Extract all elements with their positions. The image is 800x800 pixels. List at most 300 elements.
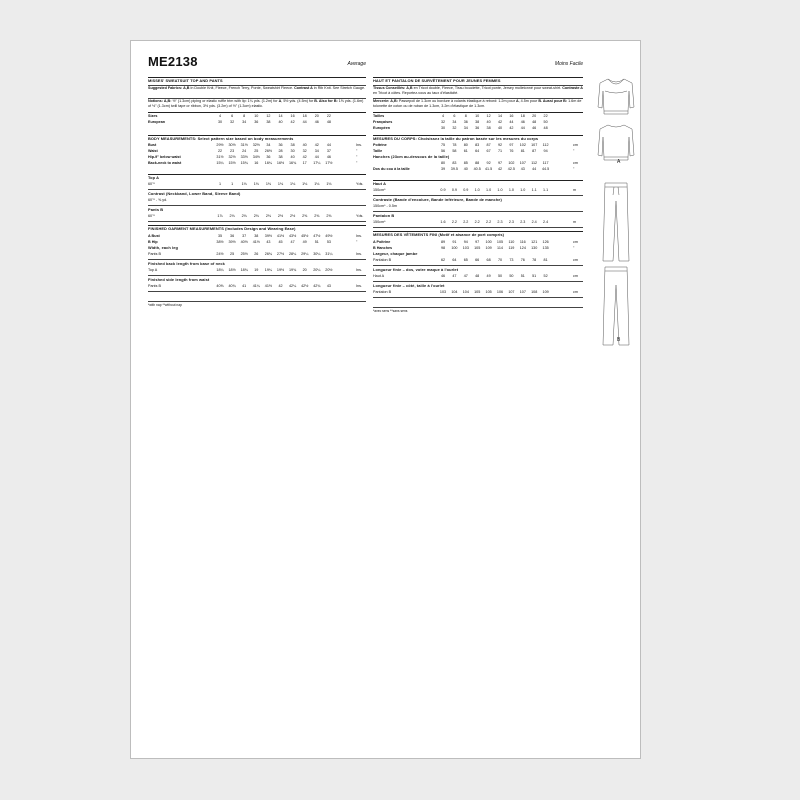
block-title: Contraste (Bande d'encolure, Bande inférieure, Bande de manche) bbox=[373, 197, 502, 202]
row-value: 61 bbox=[463, 149, 468, 153]
row-value: 26¾ bbox=[264, 252, 272, 256]
block-rule bbox=[373, 211, 583, 212]
row-value: 109 bbox=[542, 290, 549, 294]
row-value: 65 bbox=[463, 258, 468, 262]
row-value: 107 bbox=[519, 161, 526, 165]
row-value: 110 bbox=[508, 240, 515, 244]
row-value: 32½ bbox=[228, 155, 236, 159]
row-value: 117 bbox=[542, 161, 549, 165]
row-value: 92 bbox=[486, 161, 491, 165]
row-value: 8 bbox=[243, 114, 246, 118]
row-value: 1.1 bbox=[543, 188, 549, 192]
row-value: 2⅛ bbox=[265, 214, 271, 218]
row-value: 42 bbox=[302, 155, 307, 159]
row-unit: Ins. bbox=[356, 268, 362, 272]
row-value: 44 bbox=[532, 167, 537, 171]
row-value: 36 bbox=[254, 120, 259, 124]
row-value: 2.2 bbox=[474, 220, 480, 224]
block-title: Haut A bbox=[373, 181, 386, 186]
row-value: 34½ bbox=[252, 155, 260, 159]
row-value: 42 bbox=[497, 120, 503, 124]
row-value: 126 bbox=[542, 240, 549, 244]
row-unit: m bbox=[573, 220, 577, 224]
row-value: 124 bbox=[519, 246, 526, 250]
row-value: 29¼ bbox=[301, 252, 309, 256]
row-value: 104 bbox=[462, 290, 469, 294]
row-value: 48 bbox=[475, 274, 480, 278]
row-value: 105 bbox=[474, 290, 481, 294]
row-value: 16 bbox=[509, 114, 514, 118]
row-value: 43 bbox=[326, 284, 331, 288]
row-value: 38 bbox=[290, 143, 295, 147]
row-value: 30 bbox=[290, 149, 295, 153]
block-rule bbox=[148, 205, 366, 206]
block-rule bbox=[148, 275, 366, 276]
row-value: 25 bbox=[254, 149, 259, 153]
row-value: 107 bbox=[519, 290, 526, 294]
row-label: Top A bbox=[148, 268, 158, 272]
block-title: Longueur finie – côté, taille à l'ourlet bbox=[373, 283, 445, 288]
row-value: 31½ bbox=[240, 143, 248, 147]
notions-paragraph-text: Passepoil de 1.3cm ou bordure à volants élastique à rebord: 1.2m pour bbox=[397, 99, 516, 103]
row-value: 44 bbox=[302, 120, 307, 124]
row-value: 92 bbox=[497, 143, 503, 147]
difficulty-level: Moins Facile bbox=[554, 61, 583, 67]
row-value: 1⅛ bbox=[326, 182, 332, 186]
row-value: 103 bbox=[439, 290, 447, 294]
row-value: 38 bbox=[486, 126, 491, 130]
row-value: 103 bbox=[462, 246, 469, 250]
row-unit: Ins. bbox=[356, 252, 362, 256]
footer-rule bbox=[373, 307, 583, 308]
row-value: 38½ bbox=[216, 240, 224, 244]
row-value: 28 bbox=[278, 149, 283, 153]
row-unit: " bbox=[573, 149, 575, 153]
row-value: 67 bbox=[486, 149, 491, 153]
row-value: 42½ bbox=[301, 284, 309, 288]
row-value: 102 bbox=[508, 161, 515, 165]
row-value: 41.5 bbox=[485, 167, 493, 171]
row-unit: Yds. bbox=[356, 182, 364, 186]
row-label: Pantalon B bbox=[373, 290, 392, 294]
row-value: 47 bbox=[452, 274, 457, 278]
fabrics-paragraph-text: en Tricot à côtes. Reportez-vous au taux d'élasticité. bbox=[373, 90, 459, 95]
block-title: Top A bbox=[148, 175, 160, 180]
row-value: 17 bbox=[302, 161, 307, 165]
row-value: 49 bbox=[302, 240, 307, 244]
row-value: 25 bbox=[230, 252, 235, 256]
row-unit: cm bbox=[573, 240, 578, 244]
fabrics-paragraph-bold: Tissus Conseillés: A,B bbox=[373, 86, 413, 90]
row-value: 38 bbox=[475, 120, 480, 124]
row-value: 40 bbox=[302, 143, 307, 147]
row-value: 36 bbox=[266, 155, 271, 159]
row-value: 34 bbox=[266, 143, 271, 147]
row-value: 75 bbox=[440, 143, 446, 147]
finished-measurement-row bbox=[148, 283, 366, 289]
row-unit: cm bbox=[573, 258, 578, 262]
fabrics-paragraph-text: in Rib Knit. See Stretch Gauge. bbox=[312, 86, 366, 90]
row-value: 31½ bbox=[216, 155, 224, 159]
row-value: 47 bbox=[290, 240, 295, 244]
yardage-row bbox=[148, 213, 366, 219]
body-measurements-title: MESURES DU CORPS: Choisissez la taille du patron basée sur les mesures du corps bbox=[373, 136, 539, 141]
row-value: 35 bbox=[217, 234, 223, 238]
row-value: 76 bbox=[520, 258, 525, 262]
row-value: 50 bbox=[543, 120, 548, 124]
row-value: 27½ bbox=[276, 252, 285, 256]
row-value: 80 bbox=[440, 161, 446, 165]
row-value: 2.3 bbox=[508, 220, 514, 224]
row-value: 1 bbox=[231, 182, 234, 186]
row-value: 2⅝ bbox=[326, 214, 332, 218]
row-value: 2.3 bbox=[520, 220, 526, 224]
row-value: 15½ bbox=[228, 161, 236, 165]
row-value: 88 bbox=[475, 161, 480, 165]
row-label: Waist bbox=[148, 149, 158, 153]
row-value: 45 bbox=[278, 240, 283, 244]
row-value: 42 bbox=[497, 167, 503, 171]
row-value: 34 bbox=[452, 120, 457, 124]
row-value: 83 bbox=[452, 161, 457, 165]
row-unit: m bbox=[573, 188, 577, 192]
row-value: 41½ bbox=[264, 284, 272, 288]
yardage-row bbox=[373, 219, 583, 225]
body-measurements-title: BODY MEASUREMENTS: Select pattern size based on body measurements bbox=[148, 136, 294, 141]
row-value: 40.5 bbox=[473, 167, 481, 171]
row-value: 48 bbox=[326, 120, 331, 124]
row-value: 1.0 bbox=[474, 188, 480, 192]
row-value: 62 bbox=[440, 258, 446, 262]
row-value: 64 bbox=[475, 149, 480, 153]
row-value: 105 bbox=[485, 290, 492, 294]
notions-paragraph-text: ½" (1.3cm) piping or elastic ruffle trim with lip: 1¼ yds. (1.2m) for bbox=[171, 99, 279, 103]
row-value: 4 bbox=[218, 114, 222, 118]
row-value: 83 bbox=[475, 143, 480, 147]
row-value: 1.6 bbox=[440, 220, 446, 224]
row-value: 6 bbox=[231, 114, 234, 118]
row-value: 51 bbox=[314, 240, 319, 244]
block-rule bbox=[373, 281, 583, 282]
row-unit: Ins. bbox=[356, 234, 362, 238]
row-value: 40 bbox=[290, 155, 295, 159]
row-value: 40 bbox=[497, 126, 503, 130]
row-value: 85 bbox=[463, 161, 468, 165]
row-value: 44 bbox=[509, 120, 514, 124]
row-label: Tailles bbox=[373, 114, 385, 118]
row-value: 39½ bbox=[228, 240, 236, 244]
row-value: 106 bbox=[496, 290, 504, 294]
row-value: 20½ bbox=[325, 268, 333, 272]
row-value: 108 bbox=[531, 290, 538, 294]
row-label: European bbox=[148, 120, 166, 124]
row-value: 26 bbox=[254, 252, 259, 256]
row-value: 104 bbox=[451, 290, 458, 294]
row-value: 41¼ bbox=[252, 284, 260, 288]
fabrics-paragraph-bold: Suggested Fabrics: A,B bbox=[148, 86, 190, 90]
footnote: *with nap **without nap bbox=[148, 303, 182, 307]
yardage-row bbox=[148, 181, 366, 187]
block-title: Pants B bbox=[148, 207, 164, 212]
notions-paragraph-bold: B. Also for B: bbox=[314, 99, 338, 103]
row-unit: Yds. bbox=[356, 214, 364, 218]
row-value: 23 bbox=[230, 149, 235, 153]
row-value: 78 bbox=[452, 143, 457, 147]
row-value: 18 bbox=[520, 114, 525, 118]
row-value: 2⅝ bbox=[314, 214, 320, 218]
row-label: Européen bbox=[373, 126, 391, 130]
row-value: 100 bbox=[485, 240, 492, 244]
row-value: 32½ bbox=[252, 143, 260, 147]
finished-measurement-row bbox=[373, 273, 583, 279]
row-value: 8 bbox=[464, 114, 467, 118]
row-value: 50 bbox=[509, 274, 514, 278]
row-value: 0.9 bbox=[463, 188, 469, 192]
row-value: 20 bbox=[314, 114, 319, 118]
row-value: 36 bbox=[278, 143, 283, 147]
row-label: Françaises bbox=[373, 120, 393, 124]
row-value: 2⅝ bbox=[302, 214, 308, 218]
row-value: 2.4 bbox=[531, 220, 537, 224]
row-value: 0.9 bbox=[451, 188, 457, 192]
finished-measurements-title: MESURES DES VÊTEMENTS FINI (Motif et aisance de port compris) bbox=[373, 232, 505, 237]
notions-paragraph-bold: B. Aussi pour B: bbox=[538, 99, 568, 103]
row-value: 20 bbox=[532, 114, 537, 118]
notions-paragraph bbox=[148, 99, 366, 108]
row-value: 32 bbox=[302, 149, 307, 153]
row-label: B Hip bbox=[148, 240, 158, 244]
row-value: 2.3 bbox=[497, 220, 503, 224]
row-unit: cm bbox=[573, 290, 578, 294]
row-value: 109 bbox=[485, 246, 492, 250]
row-value: 1.0 bbox=[508, 188, 514, 192]
row-value: 36 bbox=[230, 234, 235, 238]
fabrics-paragraph bbox=[373, 86, 583, 95]
row-value: 19½ bbox=[276, 268, 285, 272]
row-value: 2.2 bbox=[486, 220, 492, 224]
finished-measurement-row bbox=[373, 257, 583, 263]
row-value: 112 bbox=[531, 161, 538, 165]
row-value: 14 bbox=[278, 114, 283, 118]
row-value: 105 bbox=[496, 240, 504, 244]
row-value: 41½ bbox=[276, 234, 285, 238]
row-value: 32 bbox=[452, 126, 457, 130]
block-title: Contrast (Neckband, Lower Band, Sleeve Band) bbox=[148, 191, 241, 196]
row-label: Poitrine bbox=[373, 143, 387, 147]
row-label: Pants B bbox=[148, 284, 161, 288]
row-value: 100 bbox=[451, 246, 458, 250]
row-value: 17¼ bbox=[313, 161, 321, 165]
row-label: A Bust bbox=[148, 234, 160, 238]
row-value: 29½ bbox=[216, 143, 224, 147]
block-title: Finished side length from waist bbox=[148, 277, 210, 282]
yardage-row bbox=[373, 203, 583, 209]
row-value: 1⅛ bbox=[265, 182, 271, 186]
row-value: 76 bbox=[509, 149, 514, 153]
row-label: 60"* - ⅝ yd. bbox=[148, 198, 168, 202]
row-value: 46 bbox=[326, 155, 331, 159]
row-value: 38 bbox=[278, 155, 283, 159]
row-value: 64 bbox=[452, 258, 457, 262]
row-label: Taille bbox=[373, 149, 383, 153]
european-sizes-row-2 bbox=[373, 125, 583, 131]
heading: MISSES' SWEATSUIT TOP AND PANTS bbox=[148, 78, 223, 83]
row-value: 26½ bbox=[264, 149, 272, 153]
row-value: 102 bbox=[519, 143, 526, 147]
row-value: 2.4 bbox=[543, 220, 549, 224]
row-value: 53 bbox=[326, 240, 331, 244]
row-unit: " bbox=[356, 240, 358, 244]
row-label: A Poitrine bbox=[373, 240, 391, 244]
block-rule bbox=[373, 265, 583, 266]
notions-paragraph-bold: A bbox=[515, 99, 519, 103]
row-value: 28¼ bbox=[289, 252, 297, 256]
notions-paragraph-text: 1⅝ yds. (1.6m) of ½" (1.3cm) twill tape or ribbon, 3½ yds. (3.2m) of ½" (1.3cm) elastic. bbox=[148, 99, 364, 108]
row-value: 40 bbox=[463, 167, 468, 171]
row-unit: Ins. bbox=[356, 284, 362, 288]
block-rule bbox=[148, 291, 366, 292]
row-value: 1.0 bbox=[486, 188, 492, 192]
row-label: Dos du cou à la taille bbox=[373, 167, 410, 171]
row-value: 50 bbox=[497, 274, 503, 278]
row-value: 56 bbox=[440, 149, 446, 153]
row-value: 1.1 bbox=[531, 188, 537, 192]
row-value: 41 bbox=[242, 284, 247, 288]
row-value: 19¼ bbox=[264, 268, 272, 272]
row-value: 87 bbox=[532, 149, 537, 153]
row-label: B Hanches bbox=[373, 246, 393, 250]
row-value: 46 bbox=[520, 120, 525, 124]
row-unit: Ins. bbox=[356, 143, 362, 147]
row-value: 89 bbox=[440, 240, 446, 244]
yardage-row bbox=[148, 197, 366, 203]
row-value: 25½ bbox=[240, 252, 248, 256]
finished-measurement-row bbox=[148, 267, 366, 273]
row-value: 15¾ bbox=[240, 161, 248, 165]
row-value: 47 bbox=[463, 274, 468, 278]
row-value: 22 bbox=[543, 114, 548, 118]
row-value: 20 bbox=[302, 268, 307, 272]
row-value: 97 bbox=[509, 143, 514, 147]
pattern-code: ME2138 bbox=[148, 54, 198, 69]
notions-paragraph-bold: Mercerie: A,B: bbox=[373, 99, 398, 103]
notions-paragraph-text: , 5½ yds. (4.5m) for bbox=[281, 99, 315, 103]
block-title: Width, each leg bbox=[148, 245, 178, 250]
row-value: 40 bbox=[486, 120, 491, 124]
row-value: 14 bbox=[497, 114, 503, 118]
row-value: 43 bbox=[266, 240, 271, 244]
block-rule bbox=[148, 221, 366, 222]
row-value: 71 bbox=[497, 149, 503, 153]
row-value: 31¼ bbox=[325, 252, 333, 256]
row-value: 4 bbox=[441, 114, 445, 118]
row-value: 18¼ bbox=[216, 268, 224, 272]
fabrics-paragraph-text: in Double Knit, Fleece, French Terry, Ponte, Sweatshirt Fleece. bbox=[189, 86, 295, 90]
row-value: 10 bbox=[475, 114, 480, 118]
row-value: 30½ bbox=[228, 143, 236, 147]
finished-measurement-row bbox=[148, 251, 366, 257]
row-value: 17½ bbox=[325, 161, 333, 165]
row-value: 42 bbox=[290, 120, 295, 124]
row-value: 15¼ bbox=[216, 161, 224, 165]
row-value: 70 bbox=[497, 258, 503, 262]
row-value: 44 bbox=[326, 143, 331, 147]
row-value: 12 bbox=[266, 114, 271, 118]
yardage-row bbox=[373, 187, 583, 193]
row-value: 18¾ bbox=[240, 268, 248, 272]
block-title: Largeur, chaque jambe bbox=[373, 251, 418, 256]
row-unit: " bbox=[573, 167, 575, 171]
row-value: 47½ bbox=[313, 234, 321, 238]
row-value: 16 bbox=[254, 161, 259, 165]
row-value: 36 bbox=[475, 126, 480, 130]
row-value: 40¾ bbox=[228, 284, 236, 288]
row-value: 130 bbox=[531, 246, 538, 250]
row-value: 42 bbox=[509, 126, 514, 130]
row-value: 33½ bbox=[240, 155, 248, 159]
row-value: 49½ bbox=[325, 234, 333, 238]
row-value: 1 bbox=[218, 182, 222, 186]
row-value: 2.2 bbox=[451, 220, 457, 224]
row-value: 42 bbox=[278, 284, 283, 288]
row-value: 73 bbox=[509, 258, 514, 262]
row-value: 97 bbox=[497, 161, 503, 165]
row-unit: cm bbox=[573, 274, 578, 278]
row-value: 135 bbox=[542, 246, 549, 250]
row-value: 16¼ bbox=[264, 161, 272, 165]
row-value: 1⅛ bbox=[290, 182, 296, 186]
row-value: 52 bbox=[543, 274, 548, 278]
block-rule bbox=[148, 259, 366, 260]
row-unit: " bbox=[356, 149, 358, 153]
row-unit: " bbox=[573, 246, 575, 250]
row-value: 87 bbox=[486, 143, 491, 147]
line-drawings bbox=[594, 71, 638, 361]
row-value: 1⅛ bbox=[302, 182, 308, 186]
notions-paragraph bbox=[373, 99, 583, 108]
row-value: 46 bbox=[314, 120, 319, 124]
row-value: 94 bbox=[543, 149, 548, 153]
row-value: 22 bbox=[217, 149, 223, 153]
row-value: 32 bbox=[230, 120, 235, 124]
row-value: 41½ bbox=[252, 240, 260, 244]
row-value: 121 bbox=[531, 240, 538, 244]
european-sizes-row bbox=[148, 119, 366, 125]
row-label: 60"* bbox=[148, 214, 155, 218]
block-title: Pantalon B bbox=[373, 213, 395, 218]
row-value: 2⅛ bbox=[229, 214, 235, 218]
view-b-label: B bbox=[617, 337, 621, 343]
row-value: 12 bbox=[486, 114, 491, 118]
row-value: 19 bbox=[254, 268, 259, 272]
block-title: Finished back length from base of neck bbox=[148, 261, 225, 266]
row-label: 150cm* bbox=[373, 188, 386, 192]
row-value: 43 bbox=[520, 167, 525, 171]
row-value: 44 bbox=[314, 155, 319, 159]
row-value: 1⅛ bbox=[241, 182, 247, 186]
view-a-label: A bbox=[617, 159, 621, 165]
row-label: Haut A bbox=[373, 274, 385, 278]
row-value: 114 bbox=[497, 246, 503, 250]
row-value: 0.9 bbox=[440, 188, 446, 192]
row-value: 42¼ bbox=[289, 284, 297, 288]
row-value: 19¾ bbox=[289, 268, 297, 272]
block-rule bbox=[373, 297, 583, 298]
heading: HAUT ET PANTALON DE SURVÊTEMENT POUR JEUNES FEMMES bbox=[373, 78, 501, 83]
row-value: 48 bbox=[532, 120, 537, 124]
finished-measurements-title: FINISHED GARMENT MEASUREMENTS (Includes Design and Wearing Ease) bbox=[148, 226, 296, 231]
row-label: 150cm* - 0.5m bbox=[373, 204, 397, 208]
